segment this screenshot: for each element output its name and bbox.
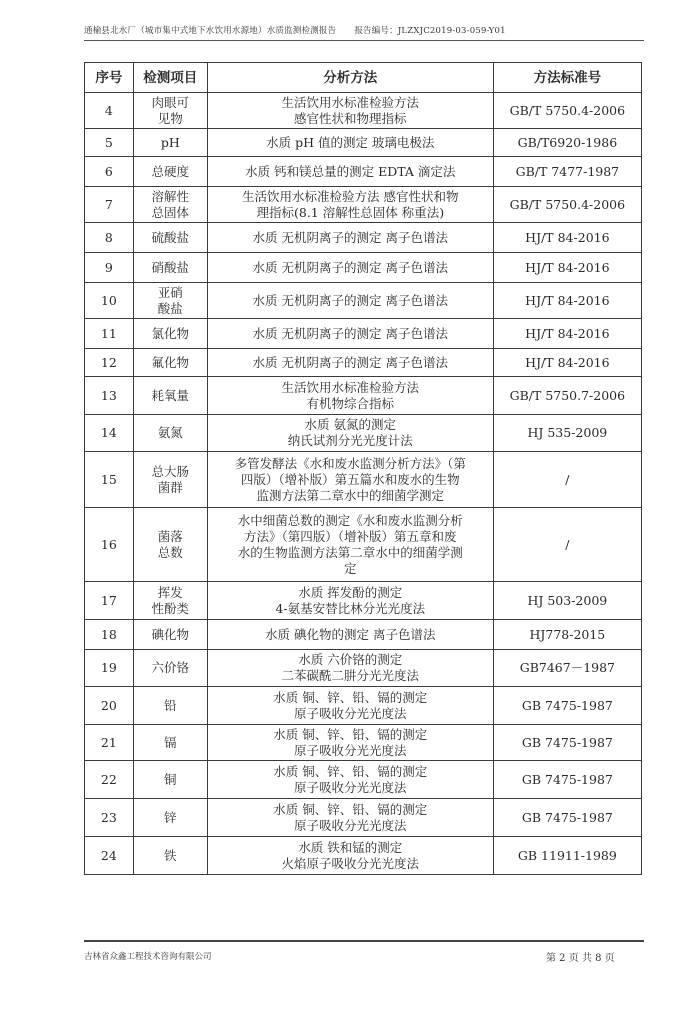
test-item bbox=[133, 687, 207, 725]
test-item-line: 菌落 bbox=[157, 528, 183, 544]
method-standard: HJ778-2015 bbox=[493, 620, 641, 650]
table-row bbox=[85, 253, 642, 283]
test-item-line: 溶解性 bbox=[151, 188, 190, 204]
table-row bbox=[85, 187, 642, 223]
analysis-method-line: 水质 无机阴离子的测定 离子色谱法 bbox=[252, 229, 448, 245]
table-row bbox=[85, 837, 642, 875]
analysis-method-line: 水质 挥发酚的测定 bbox=[298, 584, 403, 600]
col-header-item: 检测项目 bbox=[133, 63, 207, 93]
analysis-method bbox=[207, 377, 493, 415]
test-item bbox=[133, 837, 207, 875]
analysis-method-line: 水质 碘化物的测定 离子色谱法 bbox=[265, 626, 436, 642]
method-standard: GB/T6920-1986 bbox=[493, 129, 641, 157]
analysis-method-line: 有机物综合指标 bbox=[306, 395, 395, 411]
method-standard: GB 7475-1987 bbox=[493, 761, 641, 799]
test-item-line: 菌群 bbox=[157, 479, 183, 495]
test-item-line: 六价铬 bbox=[151, 660, 190, 675]
report-title: 通榆县北水厂（城市集中式地下水饮用水源地）水质监测检测报告 bbox=[84, 26, 337, 36]
test-item-line: 氯化物 bbox=[151, 325, 190, 341]
test-item-line: 总大肠 bbox=[151, 463, 190, 479]
test-item bbox=[133, 319, 207, 349]
analysis-method-line: 水质 无机阴离子的测定 离子色谱法 bbox=[252, 354, 448, 370]
analysis-method-line: 原子吸收分光光度法 bbox=[294, 817, 407, 833]
row-number: 22 bbox=[85, 761, 134, 799]
row-number: 6 bbox=[85, 157, 134, 187]
method-standard: HJ/T 84-2016 bbox=[493, 319, 641, 349]
analysis-method-line: 多管发酵法《水和废水监测分析方法》（第 bbox=[234, 455, 466, 471]
table-row bbox=[85, 582, 642, 620]
table-row bbox=[85, 157, 642, 187]
row-number: 17 bbox=[85, 582, 134, 620]
table-row bbox=[85, 415, 642, 452]
method-standard: HJ 503-2009 bbox=[493, 582, 641, 620]
method-standard: GB/T 7477-1987 bbox=[493, 157, 641, 187]
analysis-method bbox=[207, 799, 493, 837]
analysis-method bbox=[207, 129, 493, 157]
row-number: 18 bbox=[85, 620, 134, 650]
table-row bbox=[85, 283, 642, 319]
method-standard: GB 7475-1987 bbox=[493, 725, 641, 761]
row-number: 9 bbox=[85, 253, 134, 283]
test-item bbox=[133, 650, 207, 687]
test-item-line: 镉 bbox=[164, 734, 177, 750]
test-item bbox=[133, 129, 207, 157]
analysis-method-line: 水质 无机阴离子的测定 离子色谱法 bbox=[252, 292, 448, 308]
row-number: 16 bbox=[85, 508, 134, 582]
col-header-standard: 方法标准号 bbox=[493, 63, 641, 93]
row-number: 23 bbox=[85, 799, 134, 837]
table-header-row bbox=[85, 63, 642, 93]
test-item-line: 酸盐 bbox=[157, 300, 183, 316]
table-row bbox=[85, 620, 642, 650]
row-number: 12 bbox=[85, 349, 134, 377]
test-item bbox=[133, 508, 207, 582]
analysis-method-line: 水质 铜、锌、铅、镉的测定 bbox=[273, 763, 428, 779]
analysis-method-line: 水的生物监测方法第二章水中的细菌学测 bbox=[237, 544, 463, 560]
analysis-method bbox=[207, 157, 493, 187]
test-item-line: 见物 bbox=[157, 110, 183, 126]
report-number: 报告编号：JLZXJC2019-03-059-Y01 bbox=[354, 26, 506, 36]
table-row bbox=[85, 650, 642, 687]
table-row bbox=[85, 687, 642, 725]
analysis-method-line: 监测方法第二章水中的细菌学测定 bbox=[256, 487, 445, 503]
analysis-method-line: 原子吸收分光光度法 bbox=[294, 705, 407, 721]
test-item bbox=[133, 187, 207, 223]
col-header-method: 分析方法 bbox=[207, 63, 493, 93]
method-standard: GB/T 5750.4-2006 bbox=[493, 187, 641, 223]
analysis-method bbox=[207, 319, 493, 349]
analysis-method bbox=[207, 687, 493, 725]
analysis-method bbox=[207, 223, 493, 253]
row-number: 15 bbox=[85, 452, 134, 508]
test-item bbox=[133, 620, 207, 650]
analysis-method-line: 火焰原子吸收分光光度法 bbox=[281, 855, 420, 871]
analysis-method bbox=[207, 650, 493, 687]
method-standard: HJ/T 84-2016 bbox=[493, 349, 641, 377]
row-number: 4 bbox=[85, 93, 134, 129]
row-number: 24 bbox=[85, 837, 134, 875]
analysis-method-line: 水质 铜、锌、铅、镉的测定 bbox=[273, 726, 428, 742]
test-item-line: 总固体 bbox=[151, 204, 190, 220]
analysis-method-line: 水质 无机阴离子的测定 离子色谱法 bbox=[252, 259, 448, 275]
table-row bbox=[85, 508, 642, 582]
test-item bbox=[133, 93, 207, 129]
analysis-method-line: 水质 铜、锌、铅、镉的测定 bbox=[273, 801, 428, 817]
test-item-line: 铅 bbox=[164, 697, 177, 713]
test-item bbox=[133, 415, 207, 452]
test-item bbox=[133, 253, 207, 283]
analysis-method bbox=[207, 761, 493, 799]
table-row bbox=[85, 452, 642, 508]
analysis-method-line: 二苯碳酰二肼分光光度法 bbox=[281, 668, 420, 683]
row-number: 10 bbox=[85, 283, 134, 319]
method-standard: HJ 535-2009 bbox=[493, 415, 641, 452]
method-standard: HJ/T 84-2016 bbox=[493, 283, 641, 319]
method-table bbox=[84, 62, 642, 875]
table-row bbox=[85, 349, 642, 377]
analysis-method-line: 水质 pH 值的测定 玻璃电极法 bbox=[266, 134, 435, 150]
analysis-method bbox=[207, 93, 493, 129]
test-item bbox=[133, 761, 207, 799]
footer-page-number: 第 2 页 共 8 页 bbox=[546, 953, 615, 964]
table-row bbox=[85, 93, 642, 129]
analysis-method-line: 生活饮用水标准检验方法 bbox=[281, 94, 420, 110]
test-item-line: 硫酸盐 bbox=[151, 229, 190, 245]
analysis-method bbox=[207, 582, 493, 620]
test-item-line: 性酚类 bbox=[151, 600, 190, 616]
row-number: 13 bbox=[85, 377, 134, 415]
footer-rule bbox=[84, 940, 644, 942]
analysis-method-line: 四版）（增补版）第五篇水和废水的生物 bbox=[240, 471, 460, 487]
test-item-line: 总数 bbox=[157, 544, 183, 560]
test-item-line: 肉眼可 bbox=[151, 94, 190, 110]
analysis-method bbox=[207, 283, 493, 319]
method-standard: HJ/T 84-2016 bbox=[493, 223, 641, 253]
test-item-line: 耗氧量 bbox=[151, 387, 190, 403]
table-row bbox=[85, 319, 642, 349]
analysis-method-line: 水质 六价铬的测定 bbox=[298, 652, 403, 667]
method-standard: GB 7475-1987 bbox=[493, 799, 641, 837]
analysis-method-line: 方法》（第四版）（增补版）第五章和废 bbox=[244, 528, 457, 544]
analysis-method bbox=[207, 508, 493, 582]
method-standard: / bbox=[493, 452, 641, 508]
analysis-method bbox=[207, 187, 493, 223]
test-item-line: 碘化物 bbox=[151, 626, 190, 642]
test-item bbox=[133, 377, 207, 415]
test-item bbox=[133, 283, 207, 319]
analysis-method bbox=[207, 837, 493, 875]
test-item bbox=[133, 799, 207, 837]
table-row bbox=[85, 761, 642, 799]
row-number: 11 bbox=[85, 319, 134, 349]
table-row bbox=[85, 223, 642, 253]
test-item-line: 亚硝 bbox=[157, 284, 183, 300]
row-number: 21 bbox=[85, 725, 134, 761]
row-number: 14 bbox=[85, 415, 134, 452]
test-item-line: pH bbox=[160, 134, 180, 150]
analysis-method-line: 4-氨基安替比林分光光度法 bbox=[275, 600, 426, 616]
row-number: 7 bbox=[85, 187, 134, 223]
analysis-method-line: 感官性状和物理指标 bbox=[294, 110, 407, 126]
analysis-method bbox=[207, 725, 493, 761]
test-item bbox=[133, 349, 207, 377]
header-rule bbox=[84, 40, 644, 41]
analysis-method-line: 水质 铁和锰的测定 bbox=[298, 839, 403, 855]
analysis-method-line: 水质 氨氮的测定 bbox=[304, 417, 397, 432]
test-item-line: 硝酸盐 bbox=[151, 259, 190, 275]
analysis-method bbox=[207, 620, 493, 650]
footer-company: 吉林省众鑫工程技术咨询有限公司 bbox=[84, 952, 212, 962]
method-standard: GB/T 5750.7-2006 bbox=[493, 377, 641, 415]
test-item bbox=[133, 452, 207, 508]
test-item-line: 挥发 bbox=[157, 584, 183, 600]
analysis-method-line: 纳氏试剂分光光度计法 bbox=[287, 433, 413, 448]
analysis-method-line: 水质 铜、锌、铅、镉的测定 bbox=[273, 689, 428, 705]
table-row bbox=[85, 377, 642, 415]
method-standard: GB/T 5750.4-2006 bbox=[493, 93, 641, 129]
test-item bbox=[133, 223, 207, 253]
test-item-line: 总硬度 bbox=[151, 163, 190, 179]
table-row bbox=[85, 799, 642, 837]
method-standard: GB7467－1987 bbox=[493, 650, 641, 687]
analysis-method-line: 水质 无机阴离子的测定 离子色谱法 bbox=[252, 325, 448, 341]
row-number: 20 bbox=[85, 687, 134, 725]
test-item-line: 铜 bbox=[164, 771, 177, 787]
test-item-line: 锌 bbox=[164, 809, 177, 825]
method-standard: / bbox=[493, 508, 641, 582]
method-standard: GB 11911-1989 bbox=[493, 837, 641, 875]
test-item bbox=[133, 725, 207, 761]
analysis-method-line: 原子吸收分光光度法 bbox=[294, 779, 407, 795]
table-row bbox=[85, 129, 642, 157]
analysis-method bbox=[207, 253, 493, 283]
test-item-line: 氨氮 bbox=[157, 425, 183, 440]
test-item bbox=[133, 157, 207, 187]
row-number: 5 bbox=[85, 129, 134, 157]
analysis-method-line: 原子吸收分光光度法 bbox=[294, 742, 407, 758]
analysis-method-line: 水中细菌总数的测定《水和废水监测分析 bbox=[237, 512, 463, 528]
test-item bbox=[133, 582, 207, 620]
test-item-line: 氟化物 bbox=[151, 354, 190, 370]
col-header-no: 序号 bbox=[85, 63, 134, 93]
analysis-method-line: 理指标(8.1 溶解性总固体 称重法) bbox=[256, 204, 445, 220]
analysis-method-line: 水质 钙和镁总量的测定 EDTA 滴定法 bbox=[245, 163, 456, 179]
analysis-method-line: 定 bbox=[344, 560, 357, 576]
method-standard: GB 7475-1987 bbox=[493, 687, 641, 725]
table-row bbox=[85, 725, 642, 761]
method-standard: HJ/T 84-2016 bbox=[493, 253, 641, 283]
analysis-method bbox=[207, 452, 493, 508]
report-header bbox=[84, 24, 644, 36]
analysis-method bbox=[207, 349, 493, 377]
analysis-method-line: 生活饮用水标准检验方法 bbox=[281, 379, 420, 395]
row-number: 8 bbox=[85, 223, 134, 253]
analysis-method bbox=[207, 415, 493, 452]
test-item-line: 铁 bbox=[164, 847, 177, 863]
analysis-method-line: 生活饮用水标准检验方法 感官性状和物 bbox=[242, 188, 459, 204]
row-number: 19 bbox=[85, 650, 134, 687]
